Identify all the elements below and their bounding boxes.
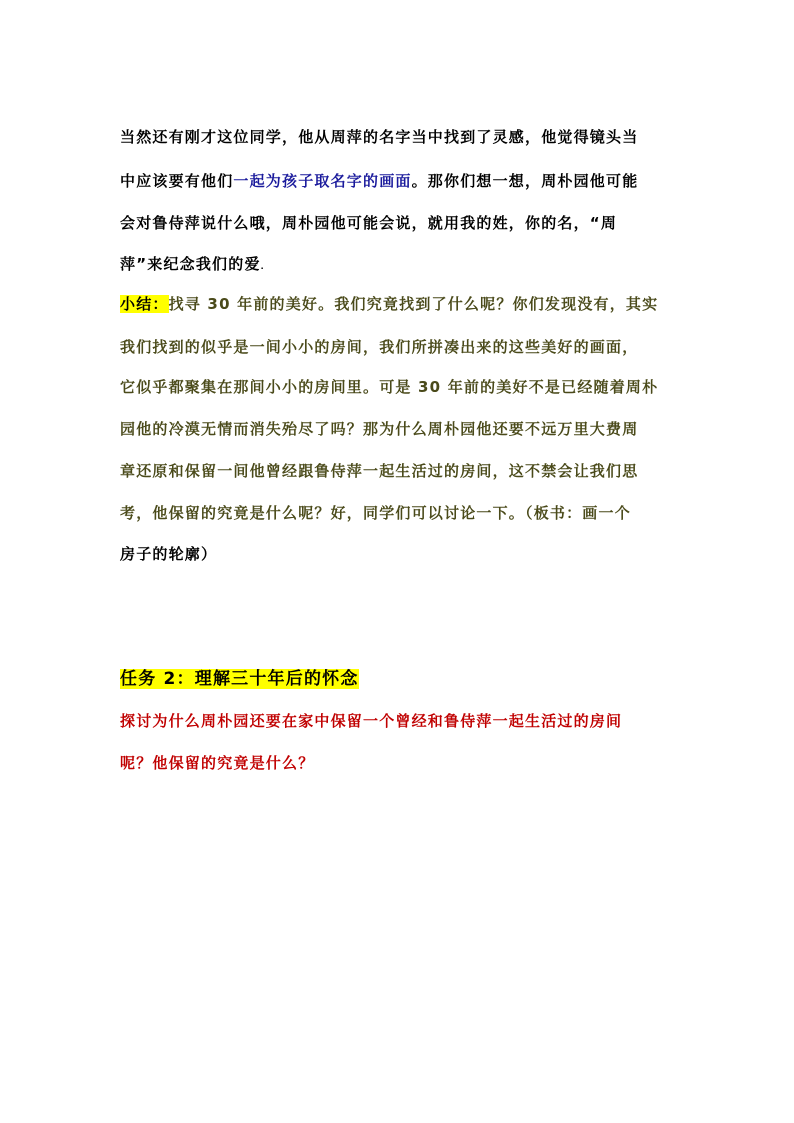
- text-run: 会对鲁侍萍说什么哦，周朴园他可能会说，就用我的姓，你的名，“周: [120, 214, 618, 232]
- task-heading-text: 任务 2：理解三十年后的怀念: [120, 669, 359, 689]
- paragraph-line: [120, 126, 638, 148]
- summary-line: [120, 543, 217, 565]
- summary-line: [120, 460, 638, 482]
- text-run: 它似乎都聚集在那间小小的房间里。可是 30 年前的美好不是已经随着周朴: [120, 378, 659, 396]
- text-run: 当然还有刚才这位同学，他从周萍的名字当中找到了灵感，他觉得镜头当: [120, 128, 639, 146]
- task-line: [120, 752, 314, 774]
- text-run: 呢？他保留的究竟是什么？: [120, 754, 315, 772]
- text-run: 我们找到的似乎是一间小小的房间，我们所拼凑出来的这些美好的画面，: [120, 338, 639, 356]
- summary-line: [120, 376, 658, 398]
- summary-line: [120, 293, 658, 315]
- text-run: 找寻 30 年前的美好。我们究竟找到了什么呢？你们发现没有，其实: [168, 295, 659, 313]
- text-run: 中应该要有他们: [120, 172, 234, 190]
- text-run: 探讨为什么周朴园还要在家中保留一个曾经和鲁侍萍一起生活过的房间: [120, 712, 623, 730]
- summary-line: [120, 418, 638, 440]
- paragraph-line: [120, 170, 638, 192]
- trailing-dot: .: [260, 262, 265, 271]
- emphasized-text: 一起为孩子取名字的画面: [233, 172, 412, 190]
- text-run: 萍”来纪念我们的爱: [120, 255, 261, 273]
- summary-line: [120, 336, 638, 358]
- text-run: 。那你们想一想，周朴园他可能: [411, 172, 639, 190]
- summary-label: 小结：: [120, 295, 169, 313]
- paragraph-line: [120, 253, 265, 278]
- text-run: 园他的冷漠无情而消失殆尽了吗？那为什么周朴园他还要不远万里大费周: [120, 420, 639, 438]
- text-run: 章还原和保留一间他曾经跟鲁侍萍一起生活过的房间，这不禁会让我们思: [120, 462, 639, 480]
- paragraph-line: [120, 212, 617, 234]
- text-run: 考，他保留的究竟是什么呢？好，同学们可以讨论一下。（板书：画一个: [120, 504, 631, 522]
- summary-line: [120, 502, 631, 524]
- task-line: [120, 710, 622, 732]
- task-heading: [120, 666, 359, 692]
- text-run: 房子的轮廓）: [120, 545, 218, 563]
